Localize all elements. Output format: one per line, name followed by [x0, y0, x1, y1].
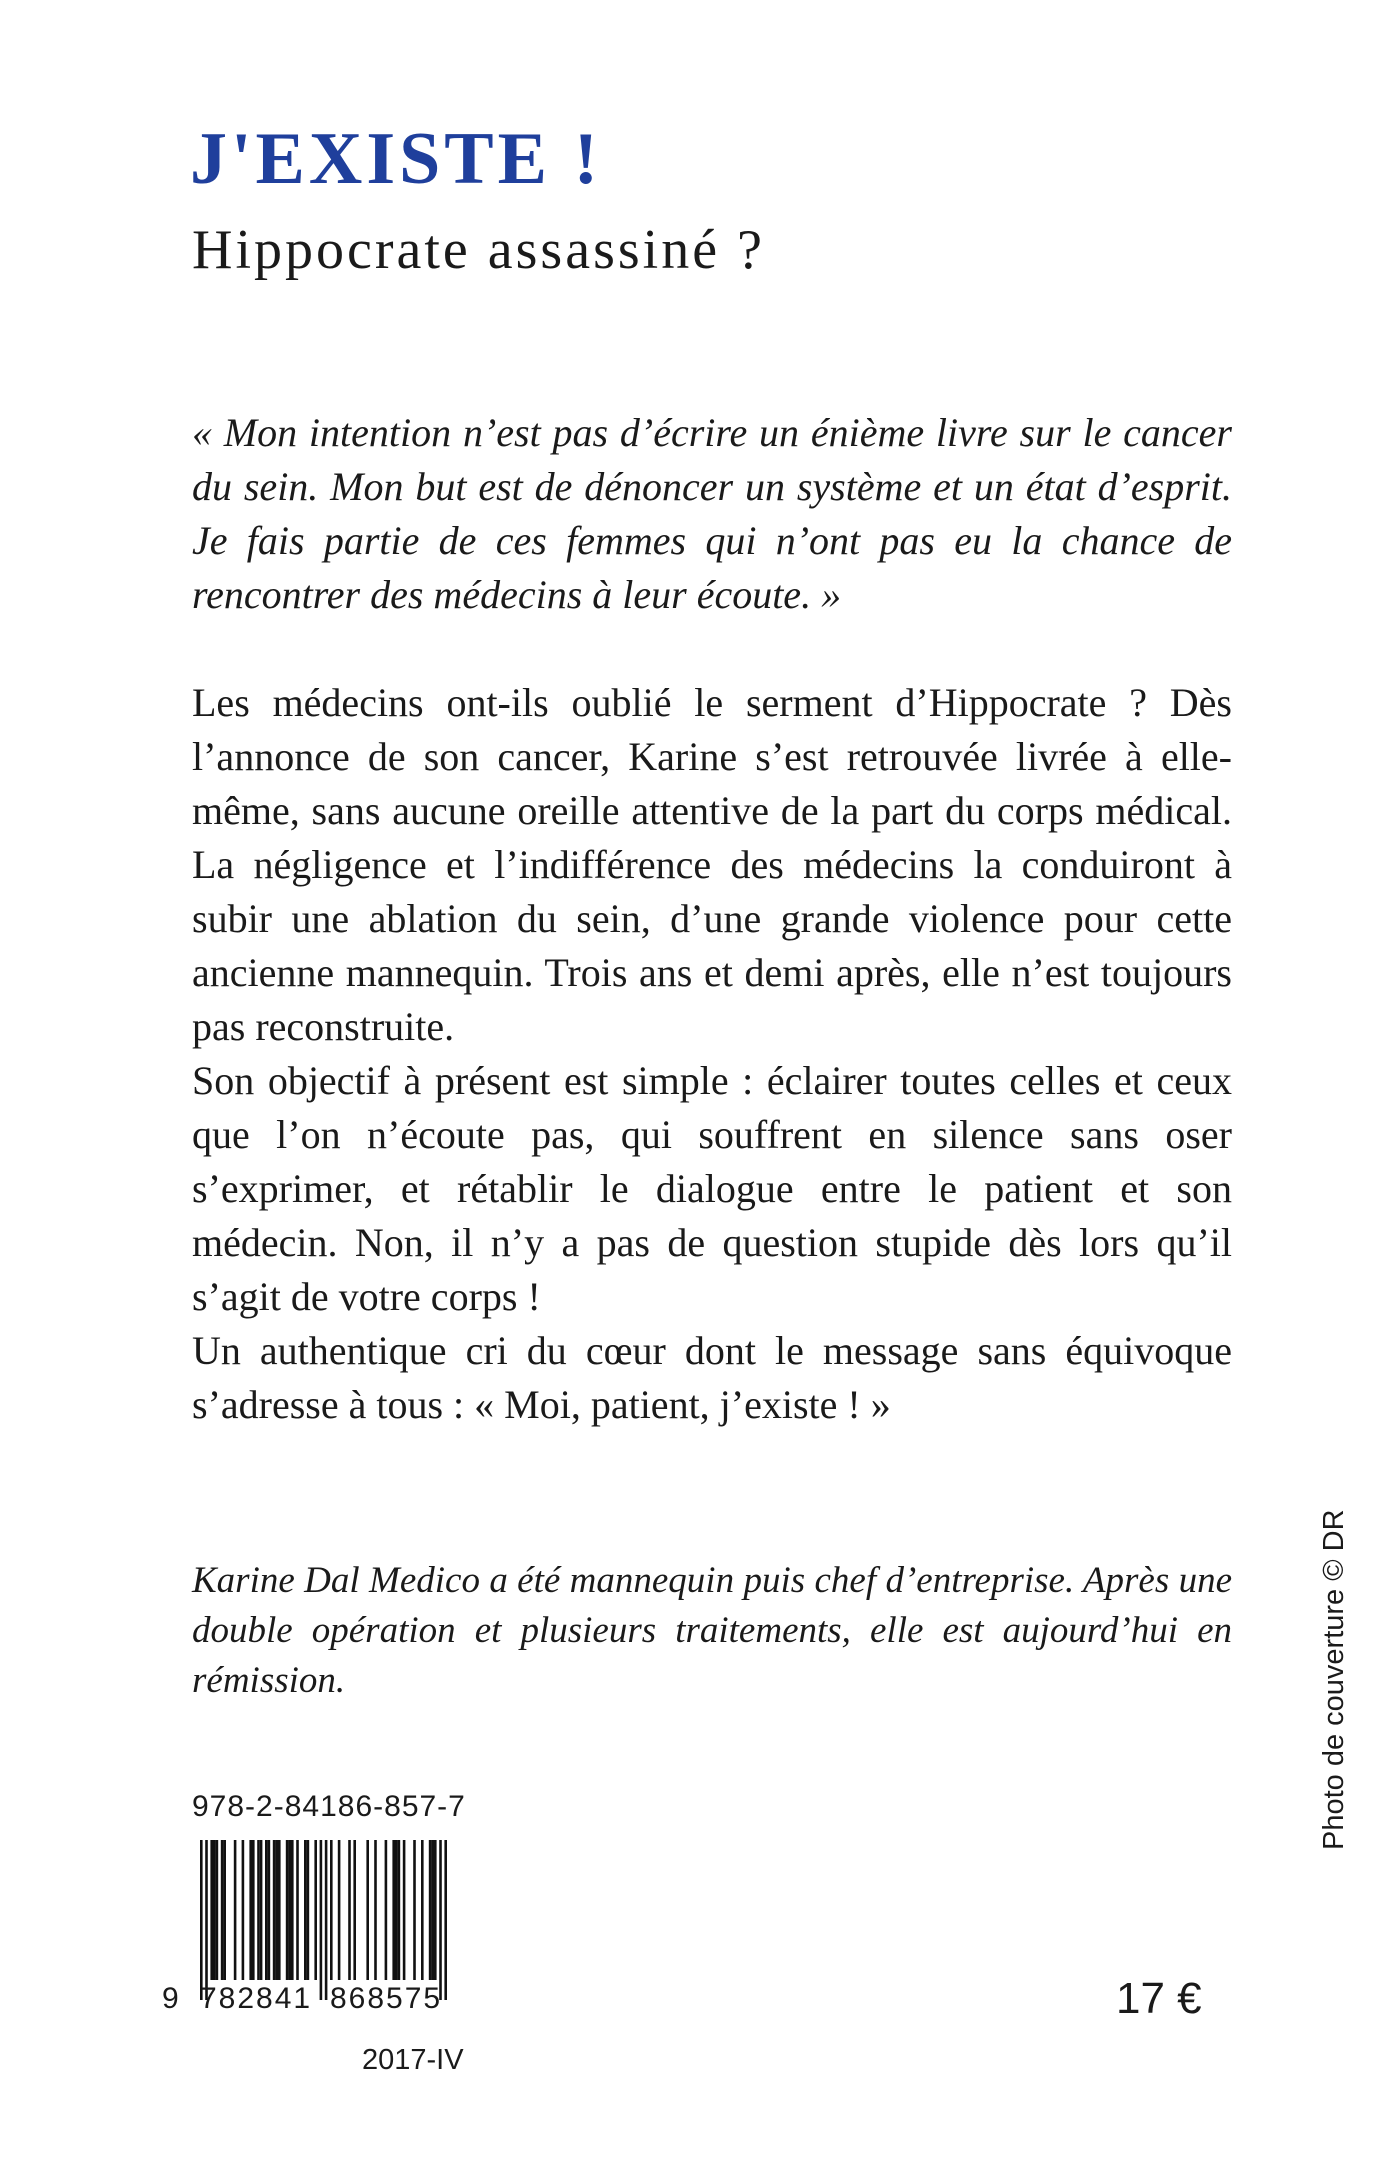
barcode-bar	[366, 1840, 369, 1980]
description-paragraph: Les médecins ont-ils oublié le serment d’Hippocrate ? Dès l’annonce de son cancer, Karine s’est retrouvée livrée à elle-même, sans aucune oreille attentive de la part du corps médical. La négligence et l’indifférence des médecins la conduiront à subir une ablation du sein, d’une grande violence pour cette ancienne mannequin. Trois ans et demi après, elle n’est toujours pas reconstruite.	[192, 680, 1232, 1049]
barcode-bar	[249, 1840, 252, 1980]
barcode-bar	[374, 1840, 377, 1980]
author-bio: Karine Dal Medico a été mannequin puis chef d’entreprise. Après une double opération et plusieurs traitements, elle est aujourd’hui en rémission.	[192, 1560, 1232, 1701]
edition-code: 2017-IV	[362, 2044, 464, 2076]
description-paragraph: Un authentique cri du cœur dont le message sans équivoque s’adresse à tous : « Moi, patient, j’existe ! »	[192, 1328, 1232, 1427]
book-title: J'EXISTE !	[190, 118, 603, 200]
barcode-bar	[288, 1840, 291, 1980]
barcode-bar	[265, 1840, 268, 1980]
barcode-first-digit: 9	[162, 1982, 179, 2015]
barcode-bar	[278, 1840, 281, 1980]
barcode-bar	[221, 1840, 224, 1980]
barcode-bar	[223, 1840, 226, 1980]
barcode-bar	[429, 1840, 432, 1980]
barcode-bar	[395, 1840, 398, 1980]
barcode-bar	[314, 1840, 317, 1980]
barcode-bar	[320, 1840, 323, 2000]
barcode-bar	[413, 1840, 416, 1980]
book-subtitle: Hippocrate assassiné ?	[192, 219, 765, 281]
barcode-bar	[260, 1840, 263, 1980]
barcode-bar	[252, 1840, 255, 1980]
barcode-bar	[439, 1840, 442, 2000]
barcode-bar	[431, 1840, 434, 1980]
barcode-bar	[434, 1840, 437, 1980]
barcode-bar	[216, 1840, 219, 1980]
barcode-bar	[273, 1840, 276, 1980]
barcode-left-digits: 782841	[200, 1982, 313, 2015]
book-description	[192, 676, 1232, 1432]
barcode-bar	[242, 1840, 245, 1980]
barcode-bar	[307, 1840, 310, 1980]
barcode-bar	[257, 1840, 260, 1980]
barcode-bar	[296, 1840, 299, 1980]
barcode-bar	[392, 1840, 395, 1980]
barcode-bar	[213, 1840, 216, 1980]
isbn-number: 978-2-84186-857-7	[192, 1790, 466, 1823]
barcode-bar	[200, 1840, 203, 2000]
barcode-bar	[268, 1840, 271, 1980]
barcode-right-digits: 868575	[330, 1982, 443, 2015]
author-quote: « Mon intention n’est pas d’écrire un énième livre sur le cancer du sein. Mon but est de dénoncer un système et un état d’esprit. Je fais partie de ces femmes qui n’ont pas eu la chance de rencontrer des médecins à leur écoute. »	[192, 410, 1232, 617]
price-label: 17 €	[1116, 1974, 1202, 2023]
barcode-bar	[234, 1840, 237, 1980]
barcode-bar	[275, 1840, 278, 1980]
barcode-bar	[291, 1840, 294, 1980]
barcode-bar	[330, 1840, 333, 1980]
barcode-bar	[338, 1840, 341, 1980]
barcode-bar	[304, 1840, 307, 1980]
barcode-bar	[348, 1840, 351, 1980]
barcode-bar	[421, 1840, 424, 1980]
barcode-bar	[444, 1840, 447, 2000]
barcode-bar	[398, 1840, 401, 1980]
barcode-bar	[210, 1840, 213, 1980]
barcode-bar	[403, 1840, 406, 1980]
description-paragraph: Son objectif à présent est simple : éclairer toutes celles et ceux que l’on n’écoute pas, qui souffrent en silence sans oser s’exprimer, et rétablir le dialogue entre le patient et son médecin. Non, il n’y a pas de question stupide dès lors qu’il s’agit de votre corps !	[192, 1058, 1232, 1319]
barcode-bar	[286, 1840, 289, 1980]
barcode-bar	[205, 1840, 208, 2000]
barcode-bar	[325, 1840, 328, 2000]
barcode-bar	[385, 1840, 388, 1980]
photo-credit: Photo de couverture © DR	[1318, 1509, 1350, 1850]
barcode-bar	[353, 1840, 356, 1980]
